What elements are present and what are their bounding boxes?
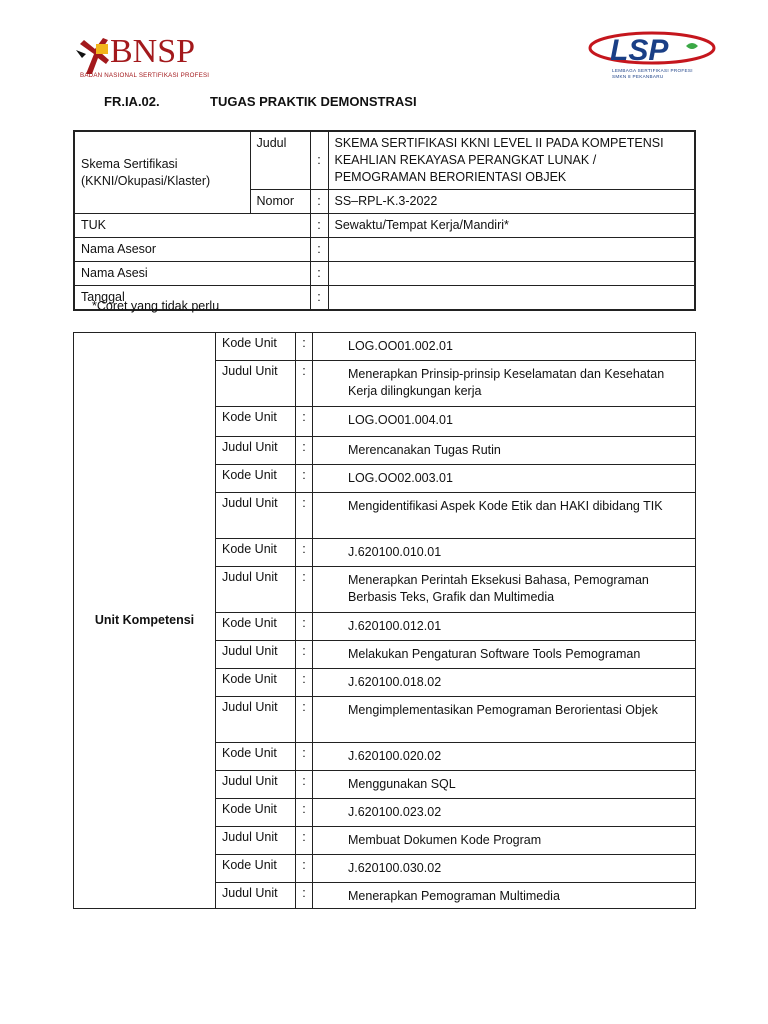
colon: : [310,190,328,214]
kode-unit-value: J.620100.030.02 [313,855,696,883]
kode-unit-label: Kode Unit [216,465,296,493]
kode-unit-value: J.620100.010.01 [313,539,696,567]
tuk-value: Sewaktu/Tempat Kerja/Mandiri* [328,214,695,238]
table-row [74,238,695,262]
colon: : [310,286,328,311]
judul-unit-value: Mengidentifikasi Aspek Kode Etik dan HAKI dibidang TIK [313,493,696,539]
kode-unit-label: Kode Unit [216,539,296,567]
table-row [74,333,696,361]
judul-unit-value: Menerapkan Prinsip-prinsip Keselamatan dan Kesehatan Kerja dilingkungan kerja [313,361,696,407]
colon: : [296,855,313,883]
judul-unit-value: Membuat Dokumen Kode Program [313,827,696,855]
colon: : [296,743,313,771]
tanggal-label: Tanggal [74,286,310,311]
bnsp-subtitle: BADAN NASIONAL SERTIFIKASI PROFESI [80,72,210,79]
asesi-label: Nama Asesi [74,262,310,286]
colon: : [310,238,328,262]
colon: : [296,669,313,697]
kode-unit-value: LOG.OO01.004.01 [313,407,696,437]
kode-unit-value: J.620100.020.02 [313,743,696,771]
lsp-subtitle-1: LEMBAGA SERTIFIKASI PROFESI [612,68,693,73]
strike-note: *Coret yang tidak perlu [92,299,220,313]
judul-unit-value: Menerapkan Perintah Eksekusi Bahasa, Pemograman Berbasis Teks, Grafik dan Multimedia [313,567,696,613]
judul-unit-value: Menggunakan SQL [313,771,696,799]
kode-unit-label: Kode Unit [216,743,296,771]
colon: : [296,771,313,799]
colon: : [296,361,313,407]
colon: : [296,465,313,493]
scheme-info-table [73,130,696,311]
kode-unit-label: Kode Unit [216,333,296,361]
kode-unit-value: J.620100.023.02 [313,799,696,827]
asesor-label: Nama Asesor [74,238,310,262]
colon: : [296,613,313,641]
colon: : [296,437,313,465]
kode-unit-label: Kode Unit [216,407,296,437]
judul-unit-label: Judul Unit [216,697,296,743]
colon: : [296,567,313,613]
judul-unit-label: Judul Unit [216,361,296,407]
colon: : [296,799,313,827]
asesi-value-field[interactable] [328,262,695,286]
svg-text:LSP: LSP [610,34,669,67]
judul-label: Judul [250,131,310,190]
judul-unit-label: Judul Unit [216,641,296,669]
kode-unit-value: J.620100.012.01 [313,613,696,641]
colon: : [296,493,313,539]
judul-unit-value: Melakukan Pengaturan Software Tools Pemograman [313,641,696,669]
table-row [74,131,695,190]
form-title: TUGAS PRAKTIK DEMONSTRASI [210,94,417,109]
kode-unit-label: Kode Unit [216,669,296,697]
tanggal-value-field[interactable] [328,286,695,311]
colon: : [310,262,328,286]
tuk-label: TUK [74,214,310,238]
judul-unit-label: Judul Unit [216,771,296,799]
judul-unit-label: Judul Unit [216,493,296,539]
unit-kompetensi-label: Unit Kompetensi [74,333,216,909]
judul-unit-label: Judul Unit [216,883,296,909]
colon: : [310,214,328,238]
judul-unit-value: Menerapkan Pemograman Multimedia [313,883,696,909]
unit-kompetensi-table [73,332,696,909]
kode-unit-label: Kode Unit [216,799,296,827]
judul-unit-value: Merencanakan Tugas Rutin [313,437,696,465]
colon: : [310,131,328,190]
lsp-logo [588,30,718,82]
bnsp-emblem-icon [76,34,112,76]
asesor-value-field[interactable] [328,238,695,262]
form-code: FR.IA.02. [104,94,160,109]
judul-unit-label: Judul Unit [216,567,296,613]
lsp-subtitle-2: SMKN 8 PEKANBARU [612,74,664,79]
judul-unit-value: Mengimplementasikan Pemograman Berorientasi Objek [313,697,696,743]
judul-unit-label: Judul Unit [216,827,296,855]
kode-unit-label: Kode Unit [216,855,296,883]
kode-unit-value: LOG.OO02.003.01 [313,465,696,493]
bnsp-wordmark: BNSP [110,33,196,70]
colon: : [296,697,313,743]
skema-label: Skema Sertifikasi (KKNI/Okupasi/Klaster) [74,131,250,214]
lsp-swoosh-icon [588,30,718,70]
colon: : [296,407,313,437]
judul-unit-label: Judul Unit [216,437,296,465]
bnsp-logo [76,30,216,86]
kode-unit-label: Kode Unit [216,613,296,641]
colon: : [296,827,313,855]
judul-value: SKEMA SERTIFIKASI KKNI LEVEL II PADA KOMPETENSI KEAHLIAN REKAYASA PERANGKAT LUNAK / PEMOGRAMAN BERORIENTASI OBJEK [328,131,695,190]
nomor-value: SS–RPL-K.3-2022 [328,190,695,214]
table-row [74,262,695,286]
table-row [74,214,695,238]
colon: : [296,641,313,669]
kode-unit-value: LOG.OO01.002.01 [313,333,696,361]
kode-unit-value: J.620100.018.02 [313,669,696,697]
nomor-label: Nomor [250,190,310,214]
colon: : [296,333,313,361]
colon: : [296,883,313,909]
colon: : [296,539,313,567]
